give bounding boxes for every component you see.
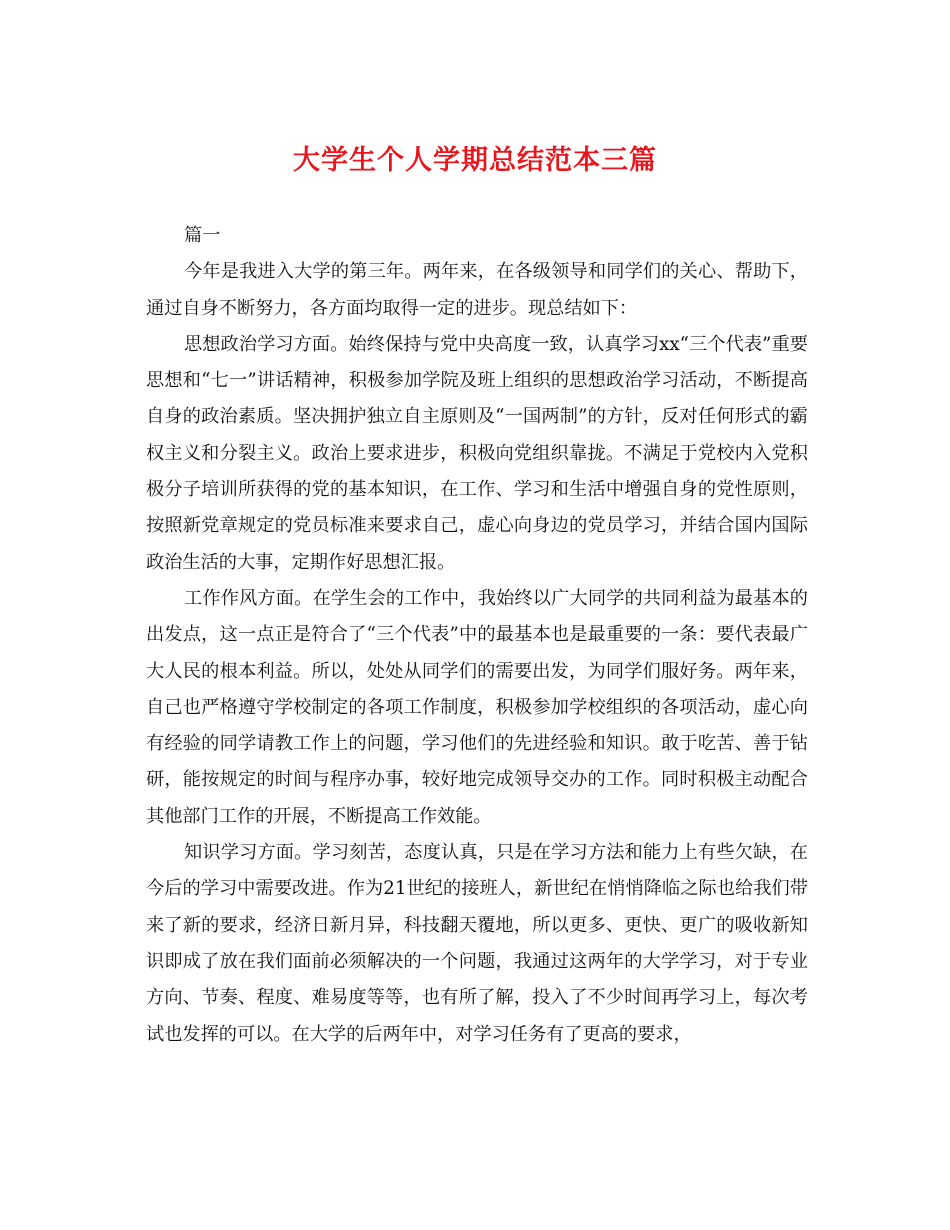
document-title: 大学生个人学期总结范本三篇: [293, 145, 657, 176]
section-heading: 篇一: [184, 225, 221, 246]
paragraph-knowledge-study: 知识学习方面。学习刻苦，态度认真，只是在学习方法和能力上有些欠缺，在今后的学习中需要改进。作为21世纪的接班人，新世纪在悄悄降临之际也给我们带来了新的要求，经济日新月异，科技翻天覆地，所以更多、更快、更广的吸收新知识即成了放在我们面前必须解决的一个问题，我通过这两年的大学学习，对于专业方向、节奏、程度、难易度等等，也有所了解，投入了不少时间再学习上，每次考试也发挥的可以。在大学的后两年中，对学习任务有了更高的要求，: [146, 842, 808, 1045]
paragraph-political-study: 思想政治学习方面。始终保持与党中央高度一致，认真学习xx“三个代表”重要思想和“七一”讲话精神，积极参加学院及班上组织的思想政治学习活动，不断提高自身的政治素质。坚决拥护独立自主原则及“一国两制”的方针，反对任何形式的霸权主义和分裂主义。政治上要求进步，积极向党组织靠拢。不满足于党校内入党积极分子培训所获得的党的基本知识，在工作、学习和生活中增强自身的党性原则，按照新党章规定的党员标准来要求自己，虚心向身边的党员学习，并结合国内国际政治生活的大事，定期作好思想汇报。: [146, 333, 808, 573]
paragraph-intro: 今年是我进入大学的第三年。两年来，在各级领导和同学们的关心、帮助下，通过自身不断努力，各方面均取得一定的进步。现总结如下：: [146, 261, 808, 319]
document-body: [146, 218, 808, 1053]
paragraph-work-style: 工作作风方面。在学生会的工作中，我始终以广大同学的共同利益为最基本的出发点，这一点正是符合了“三个代表”中的最基本也是最重要的一条：要代表最广大人民的根本利益。所以，处处从同学们的需要出发，为同学们服好务。两年来，自己也严格遵守学校制定的各项工作制度，积极参加学校组织的各项活动，虚心向有经验的同学请教工作上的问题，学习他们的先进经验和知识。敢于吃苦、善于钻研，能按规定的时间与程序办事，较好地完成领导交办的工作。同时积极主动配合其他部门工作的开展，不断提高工作效能。: [146, 587, 808, 827]
